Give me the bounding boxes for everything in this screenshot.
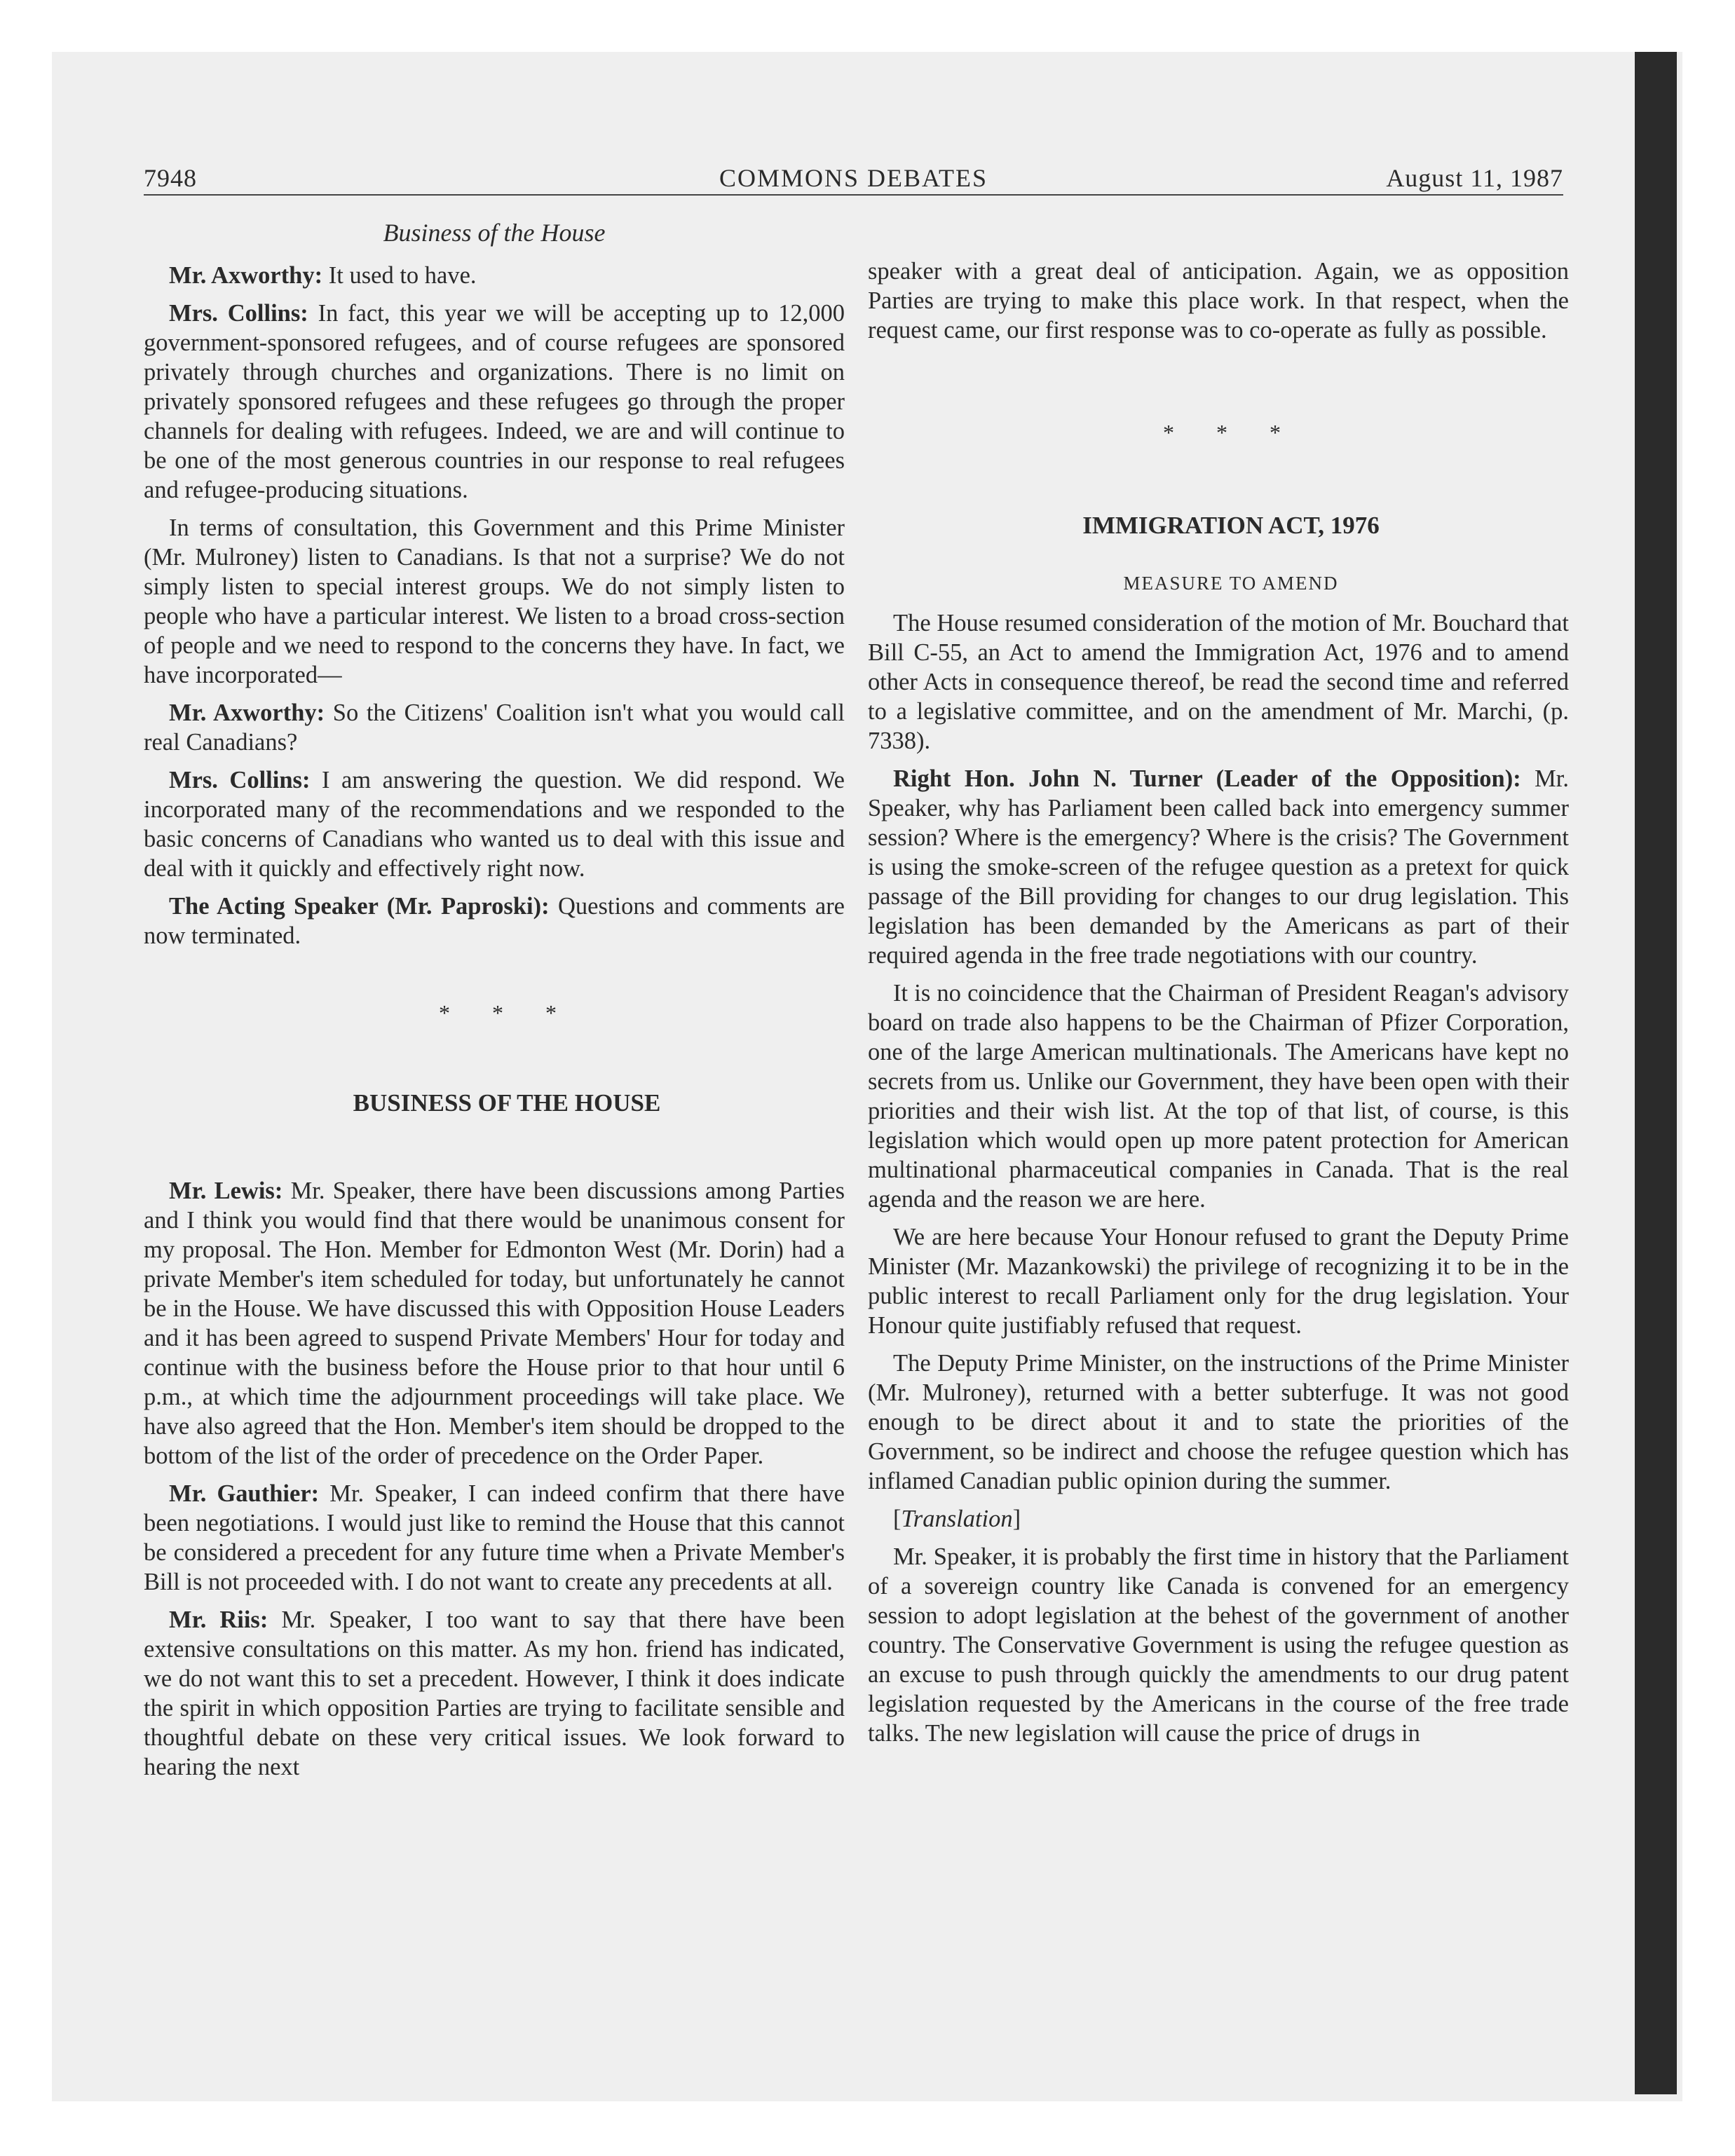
paragraph: Mr. Speaker, it is probably the first time in history that the Parliament of a sovereign country like Canada is convened for an emergency session to adopt legislation at the behest of the government of another country. The Conservative Government is using the refugee question as an excuse to push through quickly the amendments to our drug patent legislation requested by the Americans in the course of the free trade talks. The new legislation will cause the price of drugs in	[868, 1543, 1569, 1747]
translation-note: [Translation]	[893, 1506, 1021, 1532]
section-heading: BUSINESS OF THE HOUSE	[353, 1089, 661, 1117]
page-number: 7948	[144, 164, 197, 192]
scan-edge-shadow	[1635, 52, 1677, 2094]
speaker-name: Mrs. Collins:	[169, 767, 311, 793]
speaker-name: Mr. Axworthy:	[169, 262, 323, 289]
speech-text: Questions and comments are now terminated.	[144, 893, 845, 949]
speech-text: Mr. Speaker, I too want to say that there have been extensive consultations on this matter. As my hon. friend has indicated, we do not want this to set a precedent. However, I think it does indicate the spirit in which opposition Parties are trying to facilitate sensible and thoughtful debate on these very critical issues. We look forward to hearing the next	[144, 1606, 845, 1780]
speech-text: Mr. Speaker, there have been discussions among Parties and I think you would find that there would be unanimous consent for my proposal. The Hon. Member for Edmonton West (Mr. Dorin) had a private Member's item scheduled for today, but unfortunately he cannot be in the House. We have discussed this with Opposition House Leaders and it has been agreed to suspend Private Members' Hour for today and continue with the business before the House prior to that hour until 6 p.m., at which time the adjournment proceedings will take place. We have also agreed that the Hon. Member's item should be dropped to the bottom of the list of the order of precedence on the Order Paper.	[144, 1178, 845, 1469]
paragraph: In terms of consultation, this Government and this Prime Minister (Mr. Mulroney) listen to Canadians. Is that not a surprise? We do not simply listen to special interest groups. We do not simply listen to people who have a particular interest. We listen to a broad cross-section of people and we need to respond to the concerns they have. In fact, we have incorporated—	[144, 514, 845, 688]
paragraph: We are here because Your Honour refused to grant the Deputy Prime Minister (Mr. Mazankowski) the privilege of recognizing it to be in the public interest to recall Parliament only for the drug legislation. Your Honour quite justifiably refused that request.	[868, 1224, 1569, 1339]
speaker-name: Right Hon. John N. Turner (Leader of the Opposition):	[893, 765, 1521, 792]
paragraph	[144, 1605, 845, 1782]
header-rule	[144, 194, 1563, 196]
speech-text: It used to have.	[322, 262, 477, 289]
section-label: Business of the House	[383, 219, 606, 247]
paragraph	[144, 765, 845, 883]
section-separator: * * *	[1163, 420, 1299, 445]
paragraph: The House resumed consideration of the motion of Mr. Bouchard that Bill C-55, an Act to amend the Immigration Act, 1976 and to amend other Acts in consequence thereof, be read the second time and referred to a legislative committee, and on the amendment of Mr. Marchi, (p. 7338).	[868, 610, 1569, 754]
paragraph: The Deputy Prime Minister, on the instructions of the Prime Minister (Mr. Mulroney), returned with a better subterfuge. It was not good enough to be direct about it and to state the priorities of the Government, so be indirect and choose the refugee question which has inflamed Canadian public opinion during the summer.	[868, 1350, 1569, 1494]
issue-date: August 11, 1987	[1386, 164, 1563, 192]
left-column	[144, 217, 845, 1790]
publication-title: COMMONS DEBATES	[719, 164, 988, 192]
paragraph	[144, 1176, 845, 1471]
section-separator: * * *	[439, 1000, 575, 1025]
paragraph: speaker with a great deal of anticipation. Again, we as opposition Parties are trying to make this place work. In that respect, when the request came, our first response was to co-operate as fully as possible.	[868, 258, 1569, 343]
paragraph: It is no coincidence that the Chairman of President Reagan's advisory board on trade also happens to be the Chairman of Pfizer Corporation, one of the large American multinationals. The Americans have kept no secrets from us. Unlike our Government, they have been open with their priorities and their wish list. At the top of that list, of course, is this legislation which would open up more patent protection for American multinational pharmaceutical companies in Canada. That is the real agenda and the reason we are here.	[868, 980, 1569, 1213]
speaker-name: Mr. Gauthier:	[169, 1480, 320, 1507]
paragraph	[868, 764, 1569, 970]
speaker-name: Mr. Lewis:	[169, 1178, 283, 1204]
speaker-name: Mr. Riis:	[169, 1606, 268, 1633]
section-subheading: MEASURE TO AMEND	[1123, 573, 1339, 594]
paragraph	[144, 1479, 845, 1597]
paragraph	[144, 299, 845, 505]
right-column	[868, 257, 1569, 1756]
translation-label: Translation	[901, 1506, 1013, 1532]
paragraph	[144, 261, 845, 290]
speech-text: In fact, this year we will be accepting up to 12,000 government-sponsored refugees, and of course refugees are sponsored privately through churches and organizations. There is no limit on privately sponsored refugees and these refugees go through the proper channels for dealing with refugees. Indeed, we are and will continue to be one of the most generous countries in our response to real refugees and refugee-producing situations.	[144, 300, 845, 503]
speech-text: So the Citizens' Coalition isn't what you would call real Canadians?	[144, 700, 845, 756]
paragraph	[144, 698, 845, 757]
speech-text: Mr. Speaker, I can indeed confirm that there have been negotiations. I would just like to remind the House that this cannot be considered a precedent for any future time when a Private Member's Bill is not proceeded with. I do not want to create any precedents at all.	[144, 1480, 845, 1595]
section-heading: IMMIGRATION ACT, 1976	[1082, 512, 1380, 539]
speaker-name: The Acting Speaker (Mr. Paproski):	[169, 893, 550, 920]
speaker-name: Mrs. Collins:	[169, 300, 308, 327]
speaker-name: Mr. Axworthy:	[169, 700, 325, 726]
paragraph	[144, 892, 845, 950]
speech-text: Mr. Speaker, why has Parliament been called back into emergency summer session? Where is the emergency? Where is the crisis? The Government is using the smoke-screen of the refugee question as a pretext for quick passage of the Bill providing for changes to our drug legislation. This legislation has been demanded by the Americans as part of their required agenda in the free trade negotiations with our country.	[868, 765, 1569, 969]
speech-text: I am answering the question. We did respond. We incorporated many of the recommendations and we responded to the basic concerns of Canadians who wanted us to deal with this issue and deal with it quickly and effectively right now.	[144, 767, 845, 882]
